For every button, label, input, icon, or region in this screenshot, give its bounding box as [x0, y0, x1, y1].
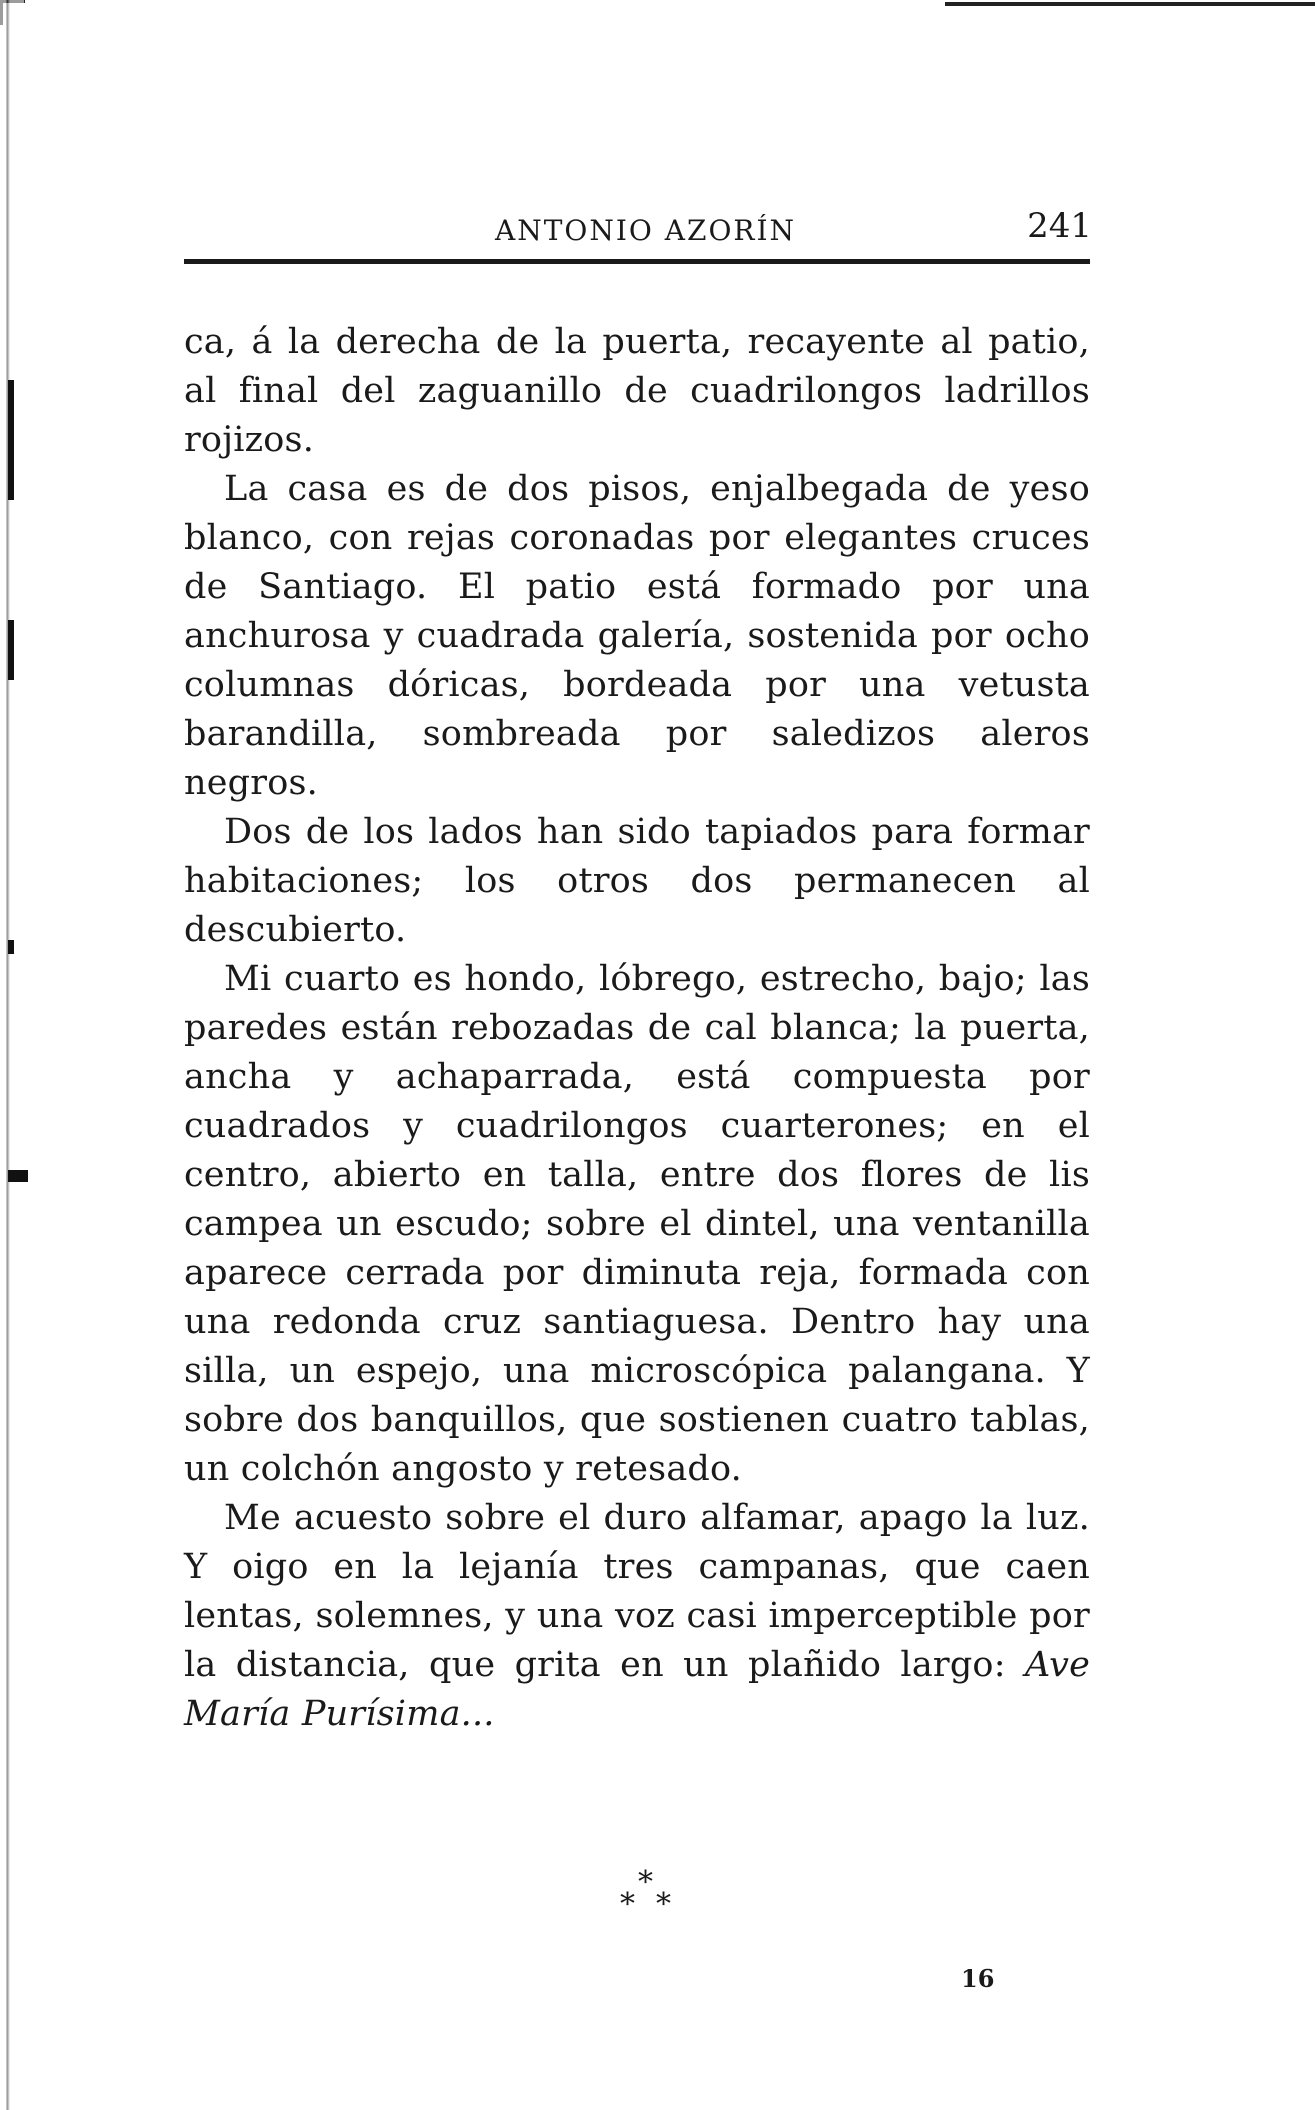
asterism-star: * [656, 1887, 671, 1922]
page-number: 241 [1027, 206, 1092, 246]
paragraph: La casa es de dos pisos, enjalbegada de yeso blanco, con rejas coronadas por elegantes cruces de Santiago. El patio está formado por una anchurosa y cuadrada galería, sostenida por ocho columnas dóricas, bordeada por una vetusta barandilla, sombreada por saledizos aleros negros. [184, 469, 1090, 803]
scan-binding-mark [8, 940, 14, 954]
paragraph: Dos de los lados han sido tapiados para formar habitaciones; los otros dos permanecen al descubierto. [184, 812, 1090, 950]
final-paragraph-text: Me acuesto sobre el duro alfamar, apago la luz. Y oigo en la lejanía tres campanas, que caen lentas, solemnes, y una voz casi imperceptible por la distancia, que grita en un plañido largo: [184, 1498, 1090, 1685]
asterism [620, 1865, 680, 1928]
body-text [184, 318, 1090, 1739]
header-rule [184, 259, 1090, 264]
asterism-star: * [638, 1865, 653, 1900]
scan-top-rule [945, 2, 1315, 6]
paragraph: ca, á la derecha de la puerta, recayente al patio, al final del zaguanillo de cuadrilongos ladrillos rojizos. [184, 322, 1090, 460]
signature-mark: 16 [961, 1964, 995, 1993]
paragraph: Mi cuarto es hondo, lóbrego, estrecho, bajo; las paredes están rebozadas de cal blanca; la puerta, ancha y achaparrada, está compuesta por cuadrados y cuadrilongos cuarterones; en el centro, abierto en talla, entre dos flores de lis campea un escudo; sobre el dintel, una ventanilla aparece cerrada por diminuta reja, formada con una redonda cruz santiaguesa. Dentro hay una silla, un espejo, una microscópica palangana. Y sobre dos banquillos, que sostienen cuatro tablas, un colchón angosto y retesado. [184, 959, 1090, 1489]
scan-binding-mark [8, 620, 14, 680]
scan-binding-mark [8, 380, 14, 500]
header-title: ANTONIO AZORÍN [495, 214, 797, 247]
scan-binding-edge [0, 0, 24, 2110]
asterism-star: * [620, 1887, 635, 1922]
final-paragraph [184, 1494, 1090, 1739]
italic-phrase: Ave María Purísima... [184, 1645, 1090, 1734]
running-head [180, 206, 1100, 256]
scan-binding-mark [8, 1170, 28, 1182]
